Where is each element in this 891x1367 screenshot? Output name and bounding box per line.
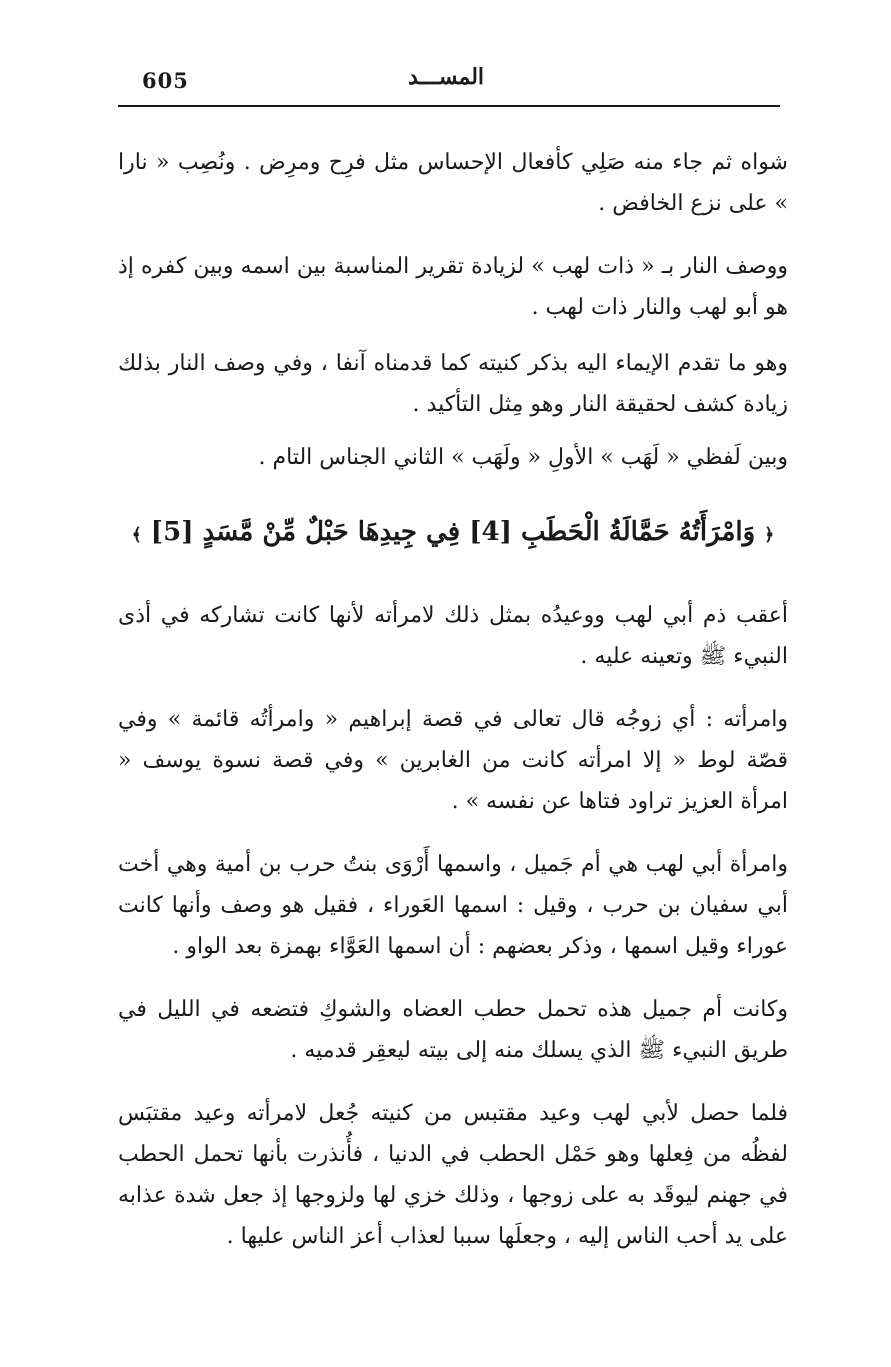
paragraph-2: ووصف النار بـ « ذات لهب » لزيادة تقرير المناسبة بين اسمه وبين كفره إذ هو أبو لهب والنار ذات لهب . bbox=[118, 254, 788, 320]
paragraph-3: وهو ما تقدم الإيماء اليه بذكر كنيته كما قدمناه آنفا ، وفي وصف النار بذلك زيادة كشف لحقيقة النار وهو مِثل التأكيد . bbox=[118, 351, 788, 417]
verse-text: وَامْرَأَتُهُ حَمَّالَةُ الْحَطَبِ [4] فِي جِيدِهَا حَبْلٌ مِّنْ مَّسَدٍ [5] bbox=[150, 517, 756, 547]
paragraph-8: وكانت أم جميل هذه تحمل حطب العضاه والشوكِ فتضعه في الليل في طريق النبيء ﷺ الذي يسلك منه إلى بيته ليعقِر قدميه . bbox=[118, 997, 788, 1063]
quran-verse bbox=[118, 510, 788, 557]
paragraph-6: وامرأته : أي زوجُه قال تعالى في قصة إبراهيم « وامرأتُه قائمة » وفي قصّة لوط « إلا امرأته كانت من الغابرين » وفي قصة نسوة يوسف « امرأة العزيز تراود فتاها عن نفسه » . bbox=[118, 707, 788, 814]
paragraph-5: أعقب ذم أبي لهب ووعيدُه بمثل ذلك لامرأته لأنها كانت تشاركه في أذى النبيء ﷺ وتعينه عليه . bbox=[118, 603, 788, 669]
paragraph-9: فلما حصل لأبي لهب وعيد مقتبس من كنيته جُعل لامرأته وعيد مقتبَس لفظُه من فِعلها وهو حَمْل الحطب في الدنيا ، فأُنذرت بأنها تحمل الحطب في جهنم ليوقَد به على زوجها ، وذلك خزي لها ولزوجها إذ جعل شدة عذابه على يد أحب الناس إليه ، وجعلَها سببا لعذاب أعز الناس عليها . bbox=[118, 1101, 788, 1249]
page-header bbox=[118, 62, 780, 102]
page-number: 605 bbox=[142, 68, 189, 93]
paragraph-1: شواه ثم جاء منه صَلِي كأفعال الإحساس مثل فرِح ومرِض . ونُصِب « نارا » على نزع الخافض . bbox=[118, 150, 788, 216]
page-body bbox=[118, 142, 788, 1257]
verse-open-bracket: ﴿ bbox=[764, 525, 775, 545]
running-title: المســـد bbox=[408, 64, 485, 90]
paragraph-7: وامرأة أبي لهب هي أم جَميل ، واسمها أَرْوَى بنتُ حرب بن أمية وهي أخت أبي سفيان بن حرب ، وقيل : اسمها العَوراء ، فقيل هو وصف وأنها كانت عوراء وقيل اسمها ، وذكر بعضهم : أن اسمها العَوَّاء بهمزة بعد الواو . bbox=[118, 852, 788, 959]
verse-close-bracket: ﴾ bbox=[131, 525, 142, 545]
paragraph-4: وبين لَفظي « لَهَب » الأولِ « ولَهَب » الثاني الجناس التام . bbox=[258, 445, 788, 470]
header-rule bbox=[118, 105, 780, 107]
